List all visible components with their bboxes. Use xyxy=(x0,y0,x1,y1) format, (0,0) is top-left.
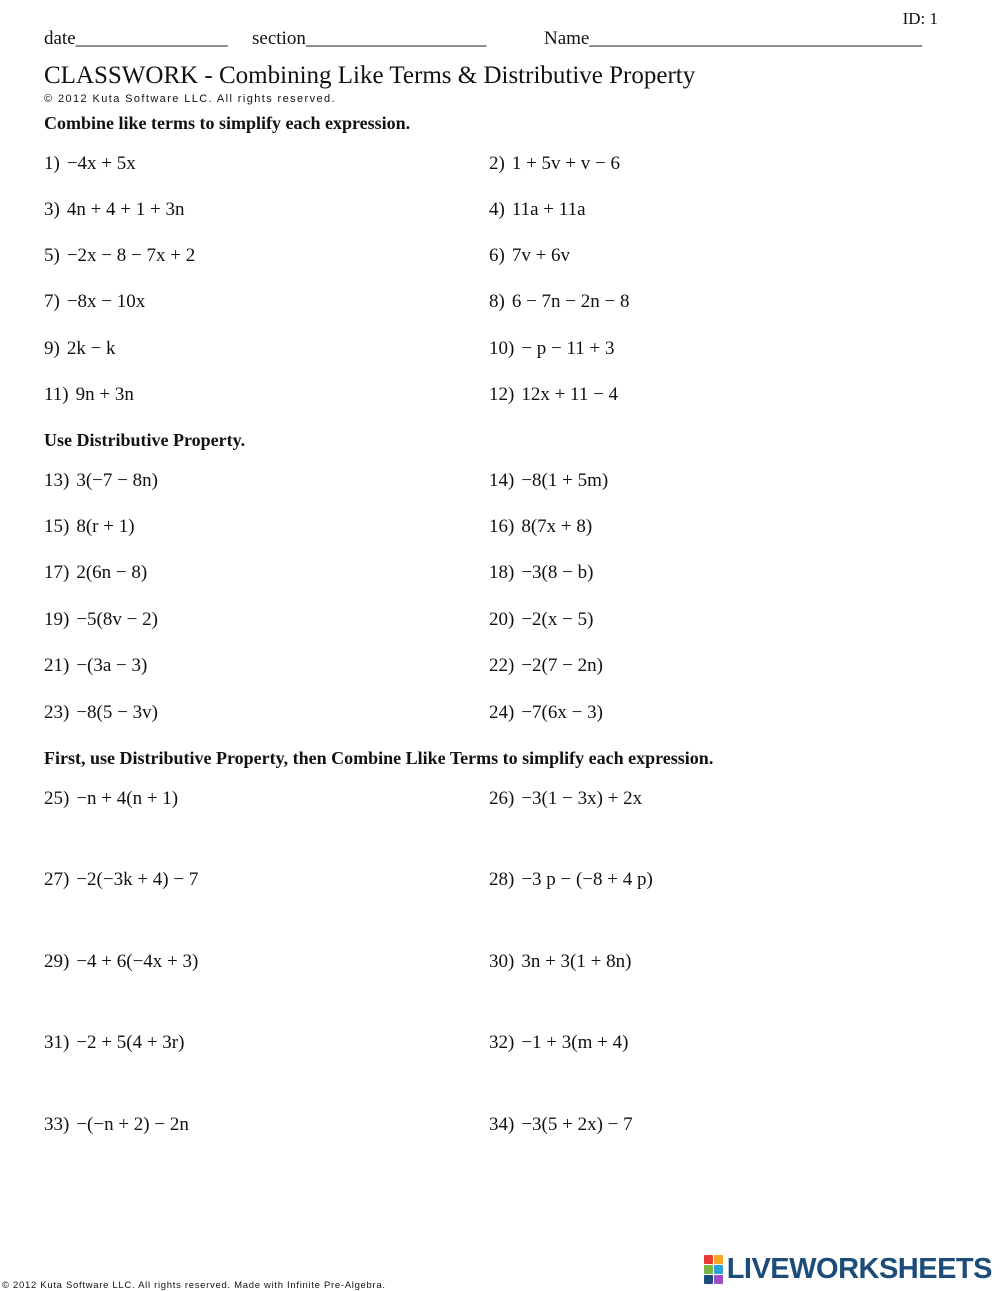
problem-number: 16) xyxy=(489,516,515,537)
problem-number: 6) xyxy=(489,245,505,266)
problem-15 xyxy=(44,516,135,538)
problem-number: 26) xyxy=(489,788,515,809)
problem-27 xyxy=(44,869,198,891)
problem-number: 25) xyxy=(44,788,70,809)
problem-expression: −4 + 6(−4x + 3) xyxy=(76,951,199,972)
problem-13 xyxy=(44,470,158,492)
problem-number: 3) xyxy=(44,199,60,220)
problem-expression: −3(1 − 3x) + 2x xyxy=(521,788,643,809)
problem-expression: 2(6n − 8) xyxy=(76,562,148,583)
problem-number: 34) xyxy=(489,1114,515,1135)
problem-expression: 6 − 7n − 2n − 8 xyxy=(511,291,630,312)
problem-8 xyxy=(489,291,629,313)
logo-block xyxy=(704,1275,713,1284)
problem-25 xyxy=(44,788,178,810)
problem-number: 32) xyxy=(489,1032,515,1053)
problem-expression: 7v + 6v xyxy=(511,245,571,266)
problem-number: 18) xyxy=(489,562,515,583)
problem-number: 15) xyxy=(44,516,70,537)
problem-expression: 2k − k xyxy=(66,338,116,359)
problem-expression: 1 + 5v + v − 6 xyxy=(511,153,620,174)
problem-4 xyxy=(489,199,586,221)
problem-expression: −3(8 − b) xyxy=(521,562,594,583)
problem-expression: −4x + 5x xyxy=(66,153,136,174)
problem-expression: −3(5 + 2x) − 7 xyxy=(521,1114,633,1135)
problem-expression: −1 + 3(m + 4) xyxy=(521,1032,629,1053)
problem-34 xyxy=(489,1114,633,1136)
problem-expression: −2(x − 5) xyxy=(521,609,594,630)
problem-number: 31) xyxy=(44,1032,70,1053)
problem-number: 27) xyxy=(44,869,70,890)
problem-16 xyxy=(489,516,592,538)
problem-number: 13) xyxy=(44,470,70,491)
problem-number: 19) xyxy=(44,609,70,630)
problem-number: 9) xyxy=(44,338,60,359)
problem-18 xyxy=(489,562,593,584)
problem-19 xyxy=(44,609,158,631)
problem-number: 8) xyxy=(489,291,505,312)
section-instruction-mixed: First, use Distributive Property, then Combine Llike Terms to simplify each expression. xyxy=(44,748,714,768)
problem-number: 5) xyxy=(44,245,60,266)
logo-blocks-icon xyxy=(704,1255,723,1284)
problem-28 xyxy=(489,869,653,891)
section-instruction-combine: Combine like terms to simplify each expression. xyxy=(44,113,411,133)
problem-expression: 8(7x + 8) xyxy=(521,516,593,537)
problem-6 xyxy=(489,245,570,267)
problem-9 xyxy=(44,338,116,360)
problem-expression: 3(−7 − 8n) xyxy=(76,470,158,491)
problem-number: 28) xyxy=(489,869,515,890)
name-field: Name___________________________________ xyxy=(544,28,922,49)
problem-12 xyxy=(489,384,618,406)
problem-32 xyxy=(489,1032,628,1054)
problem-number: 20) xyxy=(489,609,515,630)
problem-expression: −8x − 10x xyxy=(66,291,146,312)
problem-21 xyxy=(44,655,147,677)
problem-expression: −5(8v − 2) xyxy=(76,609,158,630)
problem-number: 4) xyxy=(489,199,505,220)
problem-expression: −(−n + 2) − 2n xyxy=(76,1114,189,1135)
section-field: section___________________ xyxy=(252,28,487,49)
problem-expression: −2(7 − 2n) xyxy=(521,655,603,676)
problem-expression: 3n + 3(1 + 8n) xyxy=(521,951,632,972)
problem-2 xyxy=(489,153,620,175)
problem-number: 12) xyxy=(489,384,515,405)
problem-30 xyxy=(489,951,631,973)
problem-number: 29) xyxy=(44,951,70,972)
problem-expression: −2 + 5(4 + 3r) xyxy=(76,1032,185,1053)
problem-number: 11) xyxy=(44,384,69,405)
problem-14 xyxy=(489,470,608,492)
worksheet-id: ID: 1 xyxy=(902,9,938,28)
problem-expression: −7(6x − 3) xyxy=(521,702,603,723)
date-field: date________________ xyxy=(44,28,228,49)
logo-block xyxy=(704,1265,713,1274)
problem-expression: 4n + 4 + 1 + 3n xyxy=(66,199,185,220)
logo-block xyxy=(714,1265,723,1274)
problem-expression: − p − 11 + 3 xyxy=(521,338,615,359)
problem-17 xyxy=(44,562,147,584)
problem-expression: −2x − 8 − 7x + 2 xyxy=(66,245,196,266)
problem-23 xyxy=(44,702,158,724)
logo-text: LIVEWORKSHEETS xyxy=(726,1253,992,1285)
problem-expression: −8(1 + 5m) xyxy=(521,470,609,491)
problem-7 xyxy=(44,291,145,313)
problem-22 xyxy=(489,655,603,677)
problem-expression: 12x + 11 − 4 xyxy=(521,384,619,405)
liveworksheets-logo xyxy=(704,1253,992,1286)
page-title: CLASSWORK - Combining Like Terms & Distributive Property xyxy=(44,62,696,89)
problem-33 xyxy=(44,1114,189,1136)
problem-number: 22) xyxy=(489,655,515,676)
problem-number: 30) xyxy=(489,951,515,972)
problem-expression: 8(r + 1) xyxy=(76,516,135,537)
problem-expression: −8(5 − 3v) xyxy=(76,702,158,723)
problem-number: 14) xyxy=(489,470,515,491)
problem-24 xyxy=(489,702,603,724)
problem-number: 23) xyxy=(44,702,70,723)
problem-expression: −2(−3k + 4) − 7 xyxy=(76,869,199,890)
problem-expression: −n + 4(n + 1) xyxy=(76,788,179,809)
problem-number: 17) xyxy=(44,562,70,583)
footer-text: © 2012 Kuta Software LLC. All rights reserved. Made with Infinite Pre-Algebra. xyxy=(2,1280,386,1291)
problem-expression: −(3a − 3) xyxy=(76,655,148,676)
problem-number: 21) xyxy=(44,655,70,676)
problem-number: 2) xyxy=(489,153,505,174)
problem-20 xyxy=(489,609,593,631)
problem-5 xyxy=(44,245,195,267)
problem-expression: 9n + 3n xyxy=(75,384,134,405)
problem-number: 33) xyxy=(44,1114,70,1135)
problem-expression: −3 p − (−8 + 4 p) xyxy=(521,869,653,890)
problem-10 xyxy=(489,338,615,360)
section-instruction-distributive: Use Distributive Property. xyxy=(44,430,246,450)
problem-number: 1) xyxy=(44,153,60,174)
problem-number: 24) xyxy=(489,702,515,723)
problem-number: 10) xyxy=(489,338,515,359)
problem-31 xyxy=(44,1032,184,1054)
copyright-notice: © 2012 Kuta Software LLC. All rights reserved. xyxy=(44,93,337,105)
problem-26 xyxy=(489,788,642,810)
problem-number: 7) xyxy=(44,291,60,312)
problem-expression: 11a + 11a xyxy=(511,199,586,220)
problem-1 xyxy=(44,153,136,175)
logo-block xyxy=(714,1275,723,1284)
problem-3 xyxy=(44,199,184,221)
problem-29 xyxy=(44,951,198,973)
problem-11 xyxy=(44,384,134,406)
logo-block xyxy=(714,1255,723,1264)
logo-block xyxy=(704,1255,713,1264)
